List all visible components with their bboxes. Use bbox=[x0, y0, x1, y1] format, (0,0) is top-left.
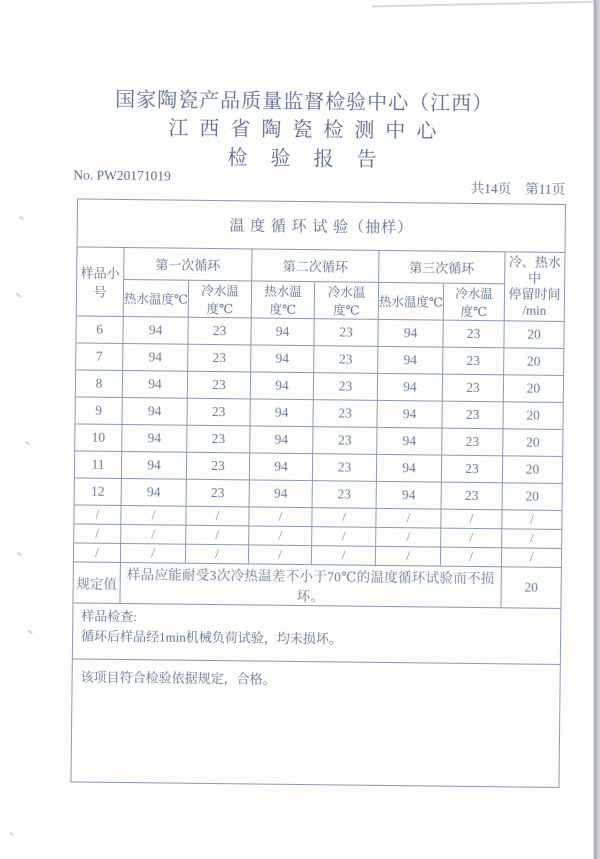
inspection-cell bbox=[72, 603, 561, 665]
cell: 20 bbox=[503, 402, 563, 430]
cell: 94 bbox=[377, 373, 442, 401]
cell: 23 bbox=[313, 400, 377, 428]
inspection-text: 循环后样品经1min机械负荷试验，均未损坏。 bbox=[81, 628, 342, 647]
col-header-dwell-time: 冷、热水中 停留时间 /min bbox=[504, 252, 565, 322]
cell: / bbox=[376, 527, 441, 547]
col-header-cold-1: 冷水温度℃ bbox=[188, 280, 251, 318]
cell: / bbox=[248, 545, 311, 565]
cell-sample: / bbox=[74, 524, 121, 544]
cell: 94 bbox=[251, 345, 314, 373]
cell: 94 bbox=[123, 316, 188, 344]
col-header-cold-2: 冷水温度℃ bbox=[314, 282, 378, 320]
cell: 94 bbox=[377, 400, 442, 428]
cell: 23 bbox=[188, 317, 251, 345]
cell: 23 bbox=[186, 479, 249, 507]
org-title-line1: 国家陶瓷产品质量监督检验中心（江西） bbox=[115, 88, 494, 116]
cell: 20 bbox=[503, 429, 563, 457]
conclusion-row bbox=[71, 659, 560, 788]
cell: 23 bbox=[313, 373, 377, 401]
cell: 94 bbox=[376, 454, 441, 482]
cell: 23 bbox=[313, 427, 377, 455]
col-header-hot-3: 热水温度℃ bbox=[378, 282, 443, 320]
spec-requirement: 样品应能耐受3次冷热温差不小于70℃的温度循环试验而不损坏。 bbox=[120, 562, 501, 607]
cell: 23 bbox=[187, 398, 250, 426]
cell: 20 bbox=[504, 321, 564, 349]
col-header-cycle-2: 第二次循环 bbox=[252, 249, 379, 282]
inspection-row bbox=[72, 603, 561, 665]
cell-sample: 12 bbox=[74, 478, 121, 506]
cell: 23 bbox=[442, 401, 503, 429]
spec-row bbox=[73, 562, 561, 609]
cell: 23 bbox=[442, 428, 503, 456]
cell: 94 bbox=[376, 481, 441, 509]
cell: 23 bbox=[442, 374, 503, 402]
cell-sample: 7 bbox=[76, 343, 123, 371]
cell-sample: 9 bbox=[75, 397, 122, 425]
inspection-title: 样品检查: bbox=[81, 608, 138, 625]
cell: 23 bbox=[312, 454, 376, 482]
col-header-cycle-3: 第三次循环 bbox=[379, 250, 505, 283]
cell: 94 bbox=[121, 478, 186, 506]
cell: 23 bbox=[443, 320, 504, 348]
cell: / bbox=[502, 510, 562, 530]
org-title-line2: 江 西 省 陶 瓷 检 测 中 心 bbox=[168, 117, 440, 143]
cell: 23 bbox=[312, 481, 376, 509]
cell: 23 bbox=[441, 455, 502, 483]
cell: / bbox=[185, 544, 248, 564]
cell: 23 bbox=[187, 425, 250, 453]
cell: 23 bbox=[186, 452, 249, 480]
cell-sample: 10 bbox=[75, 424, 122, 452]
cell: 20 bbox=[502, 456, 562, 484]
cell: 94 bbox=[122, 370, 187, 398]
cell-sample: 8 bbox=[75, 370, 122, 398]
cell: / bbox=[186, 506, 249, 526]
cell: 94 bbox=[122, 424, 187, 452]
cell: 23 bbox=[314, 319, 378, 347]
cell: 20 bbox=[502, 483, 562, 511]
col-header-hot-2: 热水温度℃ bbox=[251, 281, 314, 319]
cell: / bbox=[312, 527, 376, 547]
col-header-cycle-1: 第一次循环 bbox=[124, 247, 252, 280]
cell: / bbox=[121, 524, 186, 544]
cell: / bbox=[502, 529, 562, 549]
cell: 94 bbox=[378, 319, 443, 347]
cell: 94 bbox=[249, 480, 312, 508]
cell: 94 bbox=[378, 346, 443, 374]
cell: / bbox=[249, 507, 312, 527]
cell-sample: 11 bbox=[74, 451, 121, 479]
cell: 23 bbox=[314, 346, 378, 374]
cell-sample: / bbox=[73, 543, 120, 563]
col-header-cold-3: 冷水温度℃ bbox=[443, 283, 504, 321]
test-result-table bbox=[70, 198, 566, 788]
cell: 20 bbox=[503, 375, 563, 403]
col-header-hot-1: 热水温度℃ bbox=[123, 279, 188, 317]
cell: 94 bbox=[250, 426, 313, 454]
cell: 94 bbox=[250, 372, 313, 400]
pagination bbox=[457, 177, 566, 198]
cell: / bbox=[121, 505, 186, 525]
cell: 94 bbox=[123, 343, 188, 371]
cell: 94 bbox=[121, 451, 186, 479]
page-right-edge bbox=[593, 0, 600, 859]
cell: / bbox=[441, 509, 502, 529]
cell: / bbox=[120, 543, 185, 563]
spec-dwell-value: 20 bbox=[501, 567, 561, 609]
cell: 23 bbox=[187, 371, 250, 399]
cell: 23 bbox=[441, 482, 502, 510]
header-row-2 bbox=[76, 279, 564, 322]
spec-label: 规定值 bbox=[73, 562, 120, 604]
cell: / bbox=[441, 528, 502, 548]
cell-sample: / bbox=[74, 505, 121, 525]
col-header-sample-no: 样品小号 bbox=[76, 247, 124, 317]
cell: / bbox=[375, 546, 440, 566]
cell: 23 bbox=[443, 347, 504, 375]
cell: 94 bbox=[250, 399, 313, 427]
cell: / bbox=[376, 508, 441, 528]
table-title: 温 度 循 环 试 验（抽样） bbox=[77, 199, 566, 253]
cell: 94 bbox=[249, 453, 312, 481]
cell: 94 bbox=[377, 427, 442, 455]
pages-total: 共14页 bbox=[470, 180, 512, 197]
cell: 23 bbox=[188, 344, 251, 372]
cell: 20 bbox=[504, 348, 564, 376]
report-number: No. PW20171019 bbox=[73, 167, 171, 184]
cell: / bbox=[501, 548, 561, 568]
cell: / bbox=[186, 525, 249, 545]
cell: / bbox=[249, 526, 312, 546]
page-current: 第11页 bbox=[525, 181, 566, 197]
cell: 94 bbox=[251, 318, 314, 346]
cell: / bbox=[312, 508, 376, 528]
cell: / bbox=[440, 547, 501, 567]
cell: / bbox=[311, 546, 375, 566]
cell: 94 bbox=[122, 397, 187, 425]
table-title-row bbox=[77, 199, 566, 253]
cell-sample: 6 bbox=[76, 316, 123, 344]
conclusion-text: 该项目符合检验依据规定，合格。 bbox=[71, 659, 560, 788]
report-title: 检 验 报 告 bbox=[227, 147, 386, 171]
